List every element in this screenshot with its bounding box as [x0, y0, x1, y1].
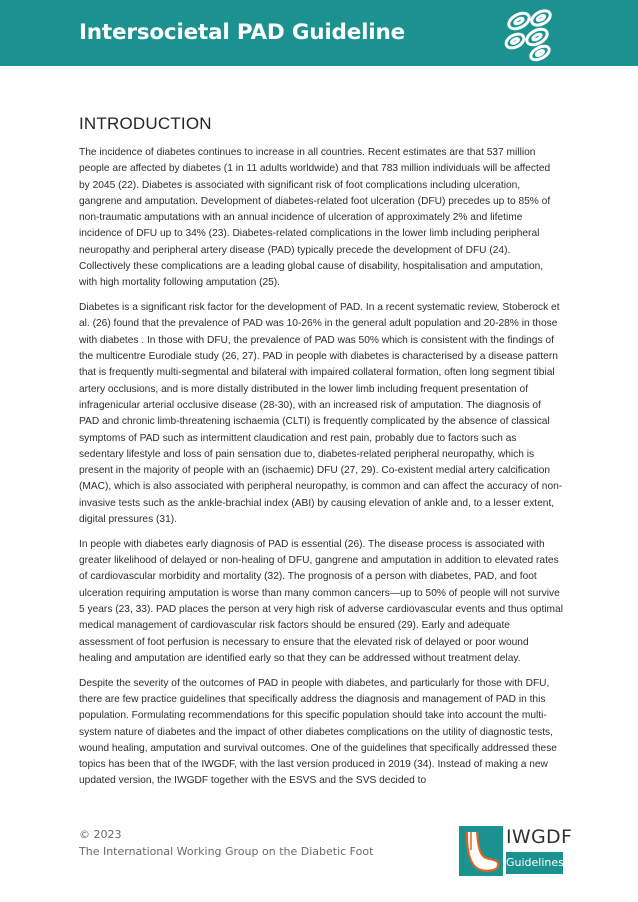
organization-name: The International Working Group on the Diabetic Foot [79, 845, 374, 858]
paragraph-3: In people with diabetes early diagnosis of PAD is essential (26). The disease process is associated with greater likelihood of delayed or non-healing of DFU, gangrene and amputation in addition to elevated rates of cardiovascular morbidity and mortality (32). The prognosis of a person with diabetes, PAD, and foot ulceration requiring amputation is worse than many common cancers—up to 50% of people will not survive 5 years (23, 33). PAD places the person at very high risk of adverse cardiovascular events and thus optimal medical management of cardiovascular risk factors should be ensured (29). Early and adequate assessment of foot perfusion is necessary to ensure that the elevated risk of delayed or poor wound healing and amputation are identified early so that they can be addressed without treatment delay. [79, 538, 563, 664]
body-text [79, 145, 563, 798]
paragraph-4: Despite the severity of the outcomes of PAD in people with diabetes, and particularly for those with DFU, there are few practice guidelines that specifically address the diagnosis and management of PAD in this population. Formulating recommendations for this specific population should take into account the multi-system nature of diabetes and the impact of other diabetes complications on the utility of diagnostic tests, wound healing, amputation and survival outcomes. One of the guidelines that specifically addressed these topics has been that of the IWGDF, with the last version produced in 2019 (34). Instead of making a new updated version, the IWGDF together with the ESVS and the SVS decided to [79, 677, 557, 787]
copyright: © 2023 [79, 828, 122, 841]
paragraph-1: The incidence of diabetes continues to increase in all countries. Recent estimates are that 537 million people are affected by diabetes (1 in 11 adults worldwide) and that 783 million individuals will be affected by 2045 (22). Diabetes is associated with significant risk of foot complications including ulceration, gangrene and amputation. Development of diabetes-related foot ulceration (DFU) precedes up to 85% of non-traumatic amputations with an annual incidence of ulceration of approximately 2% and lifetime incidence of DFU up to 34% (23). Diabetes-related complications in the lower limb including peripheral neuropathy and peripheral artery disease (PAD) typically precede the development of DFU (24). Collectively these complications are a leading global cause of disability, hospitalisation and amputation, with high mortality following amputation (25). [79, 147, 551, 289]
foot-outline-icon [459, 826, 503, 876]
iwgdf-logo [459, 826, 573, 876]
document-title: Intersocietal PAD Guideline [79, 20, 405, 45]
footer [79, 826, 373, 860]
section-heading: INTRODUCTION [79, 114, 212, 133]
guidelines-label: Guidelines [506, 852, 563, 874]
paragraph-2: Diabetes is a significant risk factor for the development of PAD. In a recent systematic review, Stoberock et al. (26) found that the prevalence of PAD was 10-26% in the general adult population and 20-28% in those with diabetes . In those with DFU, the prevalence of PAD was 50% which is consistent with the findings of the multicentre Eurodiale study (26, 27). PAD in people with diabetes is characterised by a disease pattern that is frequently multi-segmental and bilateral with impaired collateral formation, often long segment tibial artery occlusions, and is more distally distributed in the lower limb including frequent presentation of infragenicular arterial occlusive disease (28-30), with an increased risk of amputation. The diagnosis of PAD and chronic limb-threatening ischaemia (CLTI) is frequently complicated by the absence of classical symptoms of PAD such as intermittent claudication and rest pain, probably due to factors such as sedentary lifestyle and loss of pain sensation due to, diabetes-related peripheral neuropathy, which is present in the majority of people with an (ischaemic) DFU (27, 29). Co-existent medial artery calcification (MAC), which is also associated with peripheral neuropathy, is common and can affect the accuracy of non-invasive tests such as the ankle-brachial index (ABI) by causing elevation of ankle and, to a lesser extent, digital pressures (31). [79, 302, 563, 526]
blood-cells-icon [502, 6, 560, 62]
iwgdf-wordmark: IWGDF [506, 826, 573, 848]
header-band [0, 0, 638, 66]
